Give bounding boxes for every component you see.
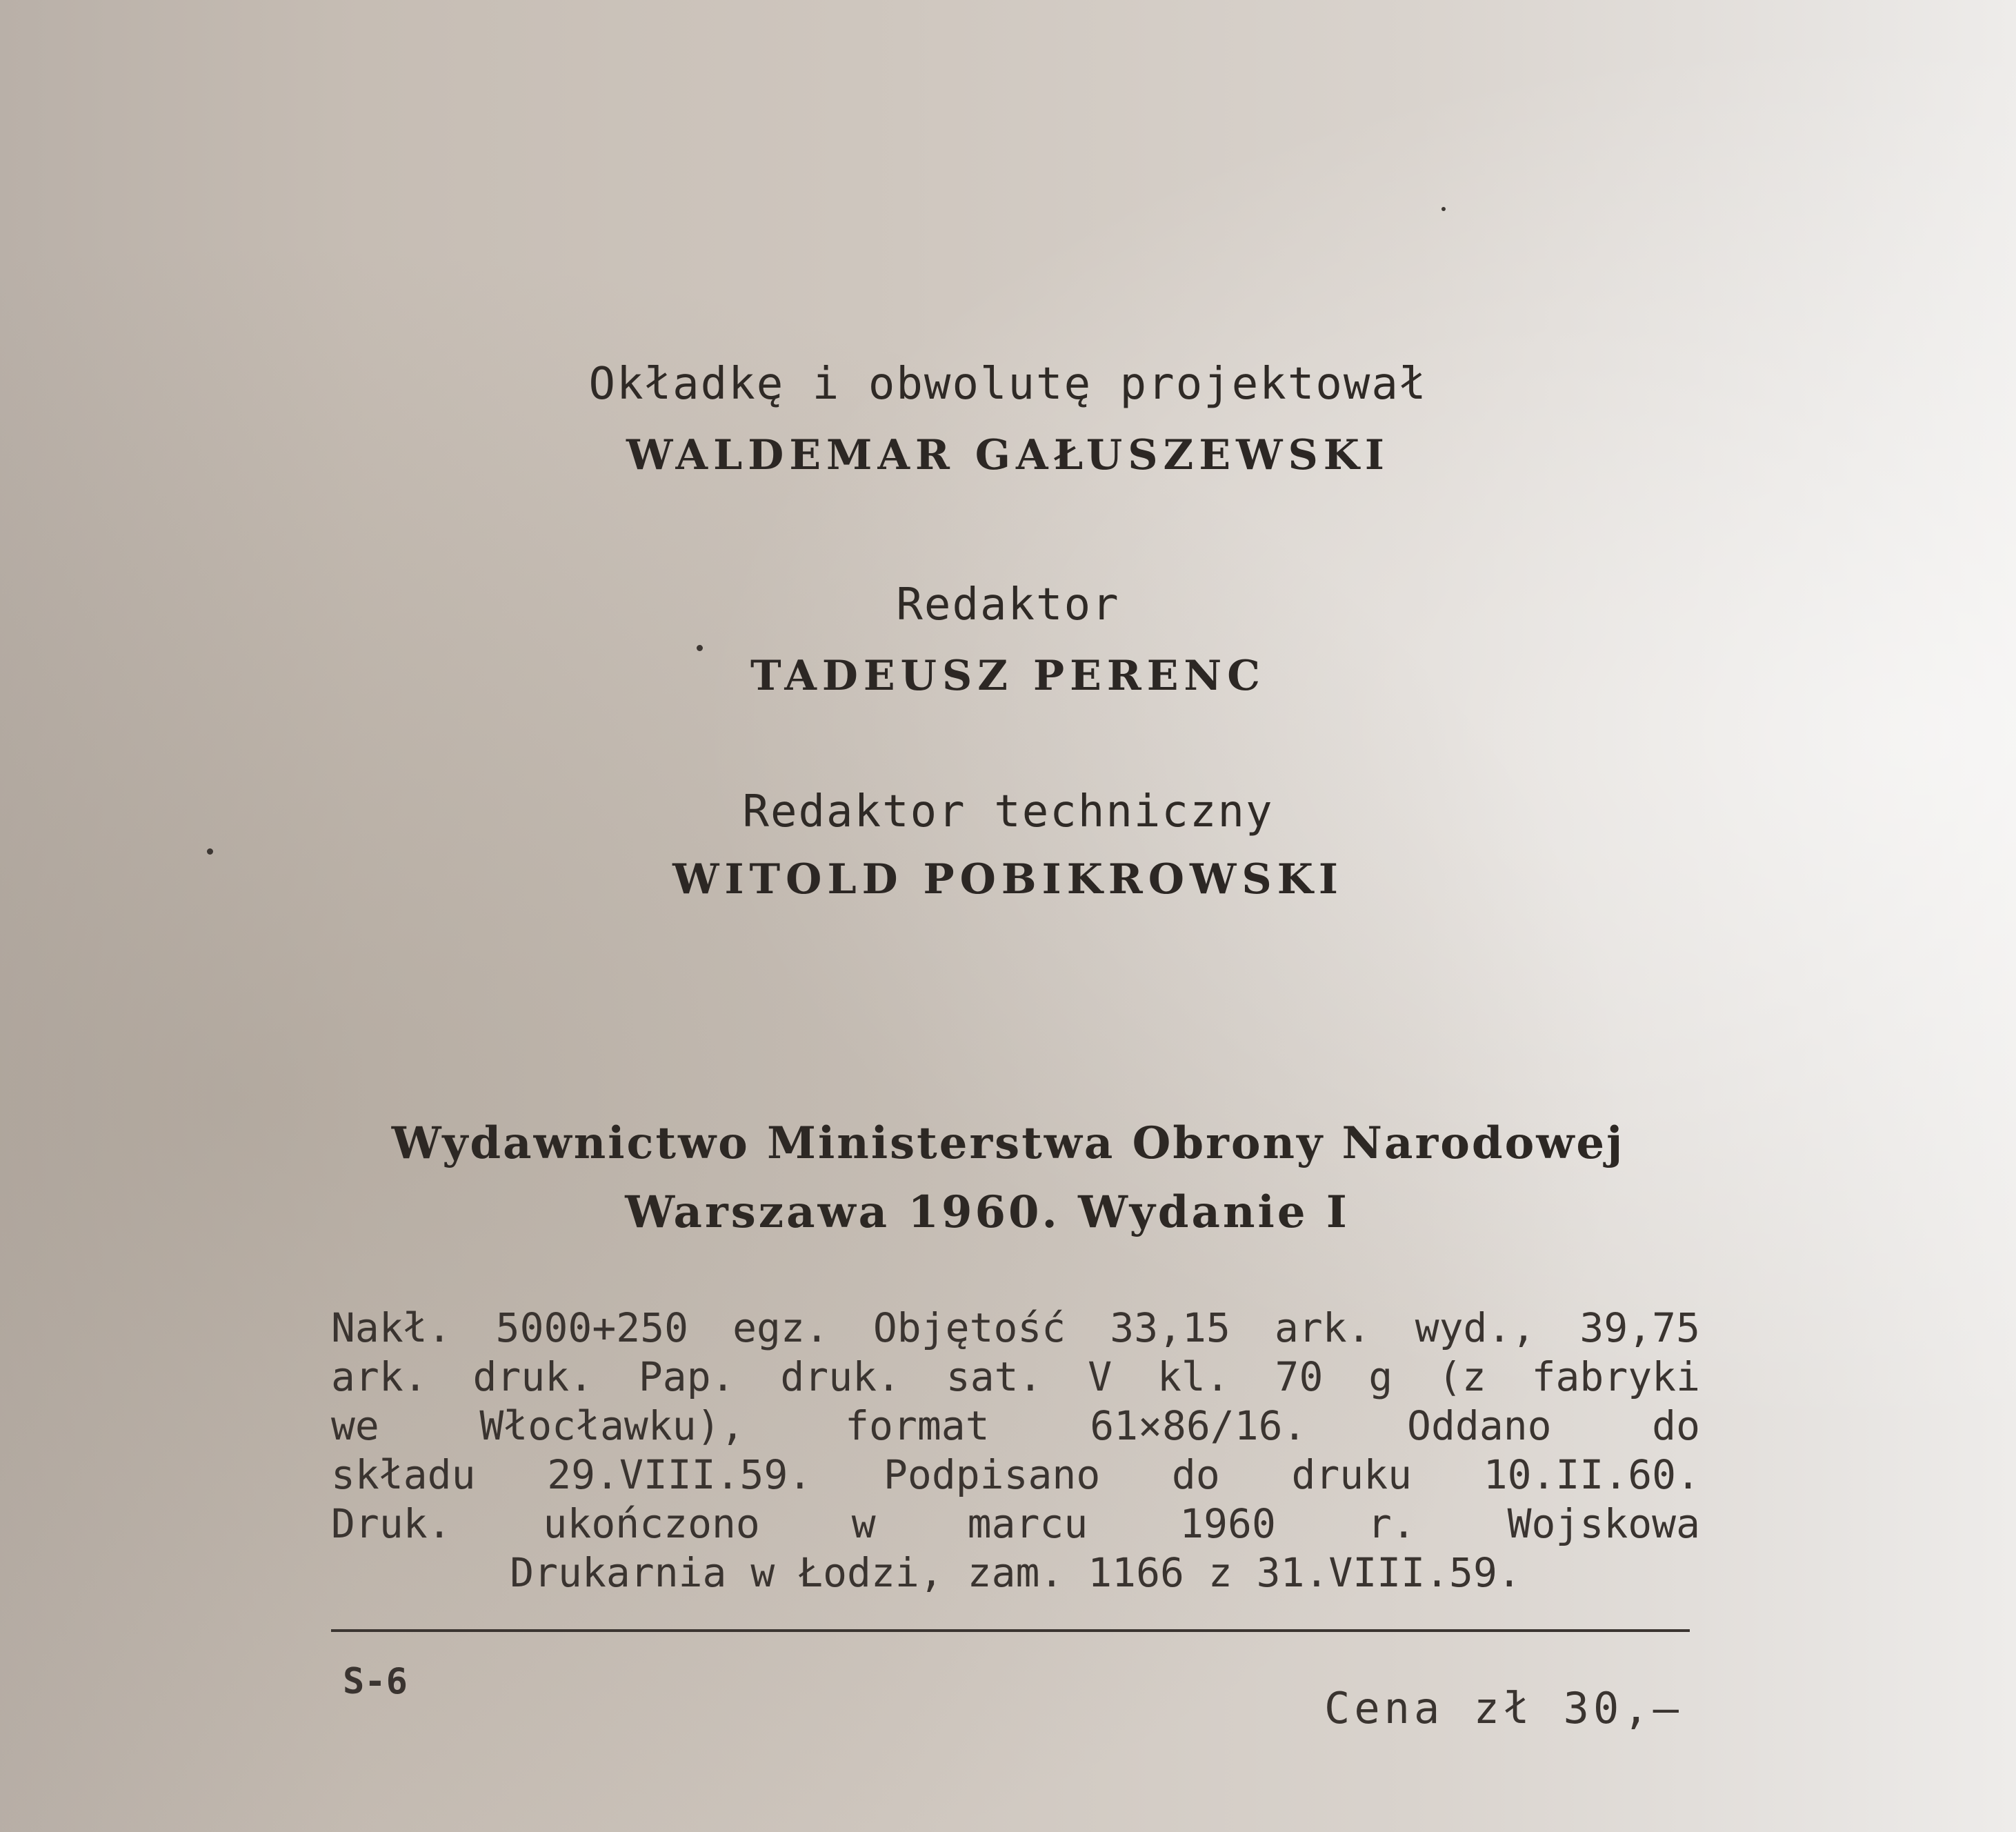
publisher-place-edition: Warszawa 1960. Wydanie I [625,1186,1350,1238]
colophon-line: we Włocławku), format 61×86/16. Oddano do [331,1402,1700,1449]
cover-designer-role: Okładkę i obwolutę projektował [588,359,1428,410]
paper-speck [1441,207,1446,211]
paper-speck [207,848,213,855]
technical-editor-role: Redaktor techniczny [742,786,1274,837]
colophon-line: składu 29.VIII.59. Podpisano do druku 10.II.60. [331,1451,1700,1498]
publisher-name: Wydawnictwo Ministerstwa Obrony Narodowej [391,1117,1625,1169]
colophon-line: Druk. ukończono w marcu 1960 r. Wojskowa [331,1500,1700,1547]
cover-designer-name: WALDEMAR GAŁUSZEWSKI [626,431,1390,479]
price-label: Cena zł 30,— [1324,1683,1683,1733]
editor-name: TADEUSZ PERENC [750,652,1266,700]
colophon-line: Nakł. 5000+250 egz. Objętość 33,15 ark. wyd., 39,75 [331,1304,1700,1351]
editor-role: Redaktor [896,579,1120,630]
catalog-code: S-6 [343,1661,408,1702]
technical-editor-name: WITOLD POBIKROWSKI [672,855,1344,904]
colophon-line: Drukarnia w Łodzi, zam. 1166 z 31.VIII.59. [510,1549,1521,1596]
horizontal-rule [331,1629,1690,1632]
colophon-block [331,1304,1700,1597]
paper-speck [697,645,703,651]
colophon-line: ark. druk. Pap. druk. sat. V kl. 70 g (z fabryki [331,1353,1700,1400]
